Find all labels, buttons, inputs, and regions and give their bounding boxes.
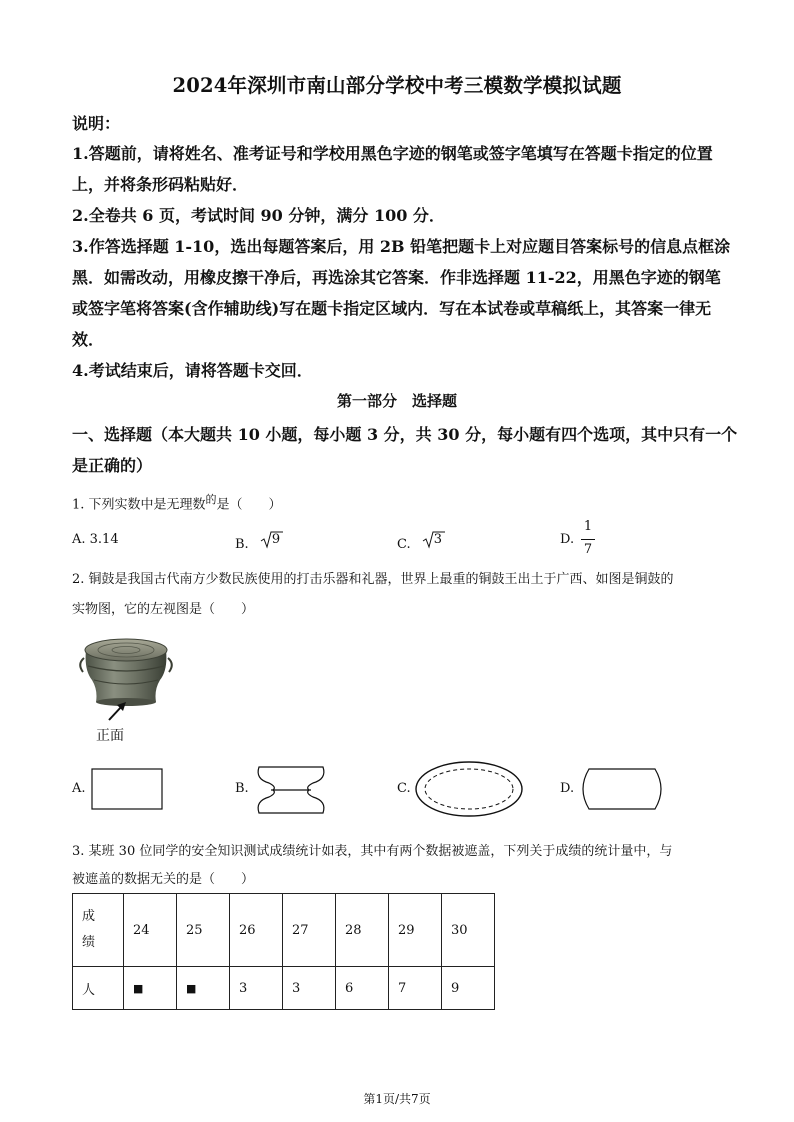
q1-option-b: [235, 532, 283, 552]
note-3-line-4: 效．: [72, 330, 105, 349]
q1-stem-a: 1. 下列实数中是无理数: [72, 497, 206, 513]
table-cell: 28: [336, 894, 389, 967]
table-cell: 25: [177, 894, 230, 967]
table-row: [73, 894, 495, 967]
q3-line-1: 3. 某班 30 位同学的安全知识测试成绩统计如表，其中有两个数据被遮盖，下列关于成绩的统计量中，与: [72, 844, 673, 859]
sqrt-symbol: [261, 532, 283, 548]
q1-option-d-numerator: 1: [583, 519, 593, 534]
q1-option-c-label: C.: [397, 537, 411, 552]
section-heading-line-2: 是正确的）: [72, 456, 153, 475]
q1-option-c-radicand: 3: [433, 532, 443, 547]
q1-option-b-label: B.: [235, 537, 249, 552]
q2-line-2: 实物图，它的左视图是（ ）: [72, 602, 255, 617]
q1-option-a: A. 3.14: [72, 532, 119, 547]
q1-option-b-radicand: 9: [271, 532, 281, 547]
part-title: 第一部分 选择题: [336, 392, 457, 410]
q1-option-d-denominator: 7: [583, 542, 593, 557]
table-cell: 3: [230, 967, 283, 1010]
option-b-drum-figure: [253, 765, 329, 815]
q1-stem-sup: 的: [205, 493, 217, 506]
score-label-a: 成: [82, 909, 96, 924]
q2-option-d-label: D.: [560, 781, 575, 796]
fraction-bar: [581, 539, 595, 540]
table-cell: 7: [389, 967, 442, 1010]
table-cell: 30: [442, 894, 495, 967]
table-cell: ■: [177, 967, 230, 1010]
q2-line-1: 2. 铜鼓是我国古代南方少数民族使用的打击乐器和礼器，世界上最重的铜鼓王出土于广西、如图是铜鼓的: [72, 572, 674, 587]
q2-option-c-label: C.: [397, 781, 411, 796]
table-cell: ■: [124, 967, 177, 1010]
front-label: 正面: [96, 728, 124, 744]
arrow-icon: [106, 700, 128, 722]
note-4: 4.考试结束后，请将答题卡交回．: [72, 361, 313, 380]
option-c-ellipse-figure: [414, 760, 524, 818]
table-cell: 6: [336, 967, 389, 1010]
table-cell: 26: [230, 894, 283, 967]
score-table: [72, 893, 495, 1010]
q3-line-2: 被遮盖的数据无关的是（ ）: [72, 872, 255, 887]
table-cell: 27: [283, 894, 336, 967]
note-3-line-1: 3.作答选择题 1-10，选出每题答案后，用 2B 铅笔把题卡上对应题目答案标号的信息点框涂: [72, 237, 731, 256]
note-1-line-2: 上，并将条形码粘贴好．: [72, 175, 249, 194]
note-3-line-2: 黑．如需改动，用橡皮擦干净后，再选涂其它答案．作非选择题 11-22，用黑色字迹的钢笔: [72, 268, 721, 287]
table-cell: 24: [124, 894, 177, 967]
note-2: 2.全卷共 6 页，考试时间 90 分钟，满分 100 分．: [72, 206, 445, 225]
q2-option-b-label: B.: [235, 781, 249, 796]
q1-option-c: [397, 532, 445, 552]
q2-option-a-label: A.: [72, 781, 86, 796]
table-row: [73, 967, 495, 1010]
score-label-b: 绩: [82, 935, 96, 950]
note-3-line-3: 或签字笔将答案(含作辅助线)写在题卡指定区域内．写在本试卷或草稿纸上，其答案一律无: [72, 299, 712, 318]
page-title: 2024年深圳市南山部分学校中考三模数学模拟试题: [172, 74, 622, 97]
table-cell: 29: [389, 894, 442, 967]
q1-stem: [72, 491, 282, 512]
table-cell: 3: [283, 967, 336, 1010]
page-footer: 第1页/共7页: [363, 1092, 431, 1106]
notes-heading: 说明：: [72, 114, 121, 133]
option-a-rectangle-figure: [91, 768, 163, 810]
section-heading-line-1: 一、选择题（本大题共 10 小题，每小题 3 分，共 30 分，每小题有四个选项，其中只有一个: [72, 425, 738, 444]
q1-option-d-label: D.: [560, 532, 575, 547]
note-1-line-1: 1.答题前，请将姓名、准考证号和学校用黑色字迹的钢笔或签字笔填写在答题卡指定的位置: [72, 144, 713, 163]
option-d-barrel-figure: [579, 768, 665, 810]
table-header-cell: [73, 894, 124, 967]
q1-stem-b: 是（ ）: [216, 497, 282, 513]
count-label: 人: [73, 967, 124, 1010]
sqrt-symbol: [423, 532, 445, 548]
table-cell: 9: [442, 967, 495, 1010]
